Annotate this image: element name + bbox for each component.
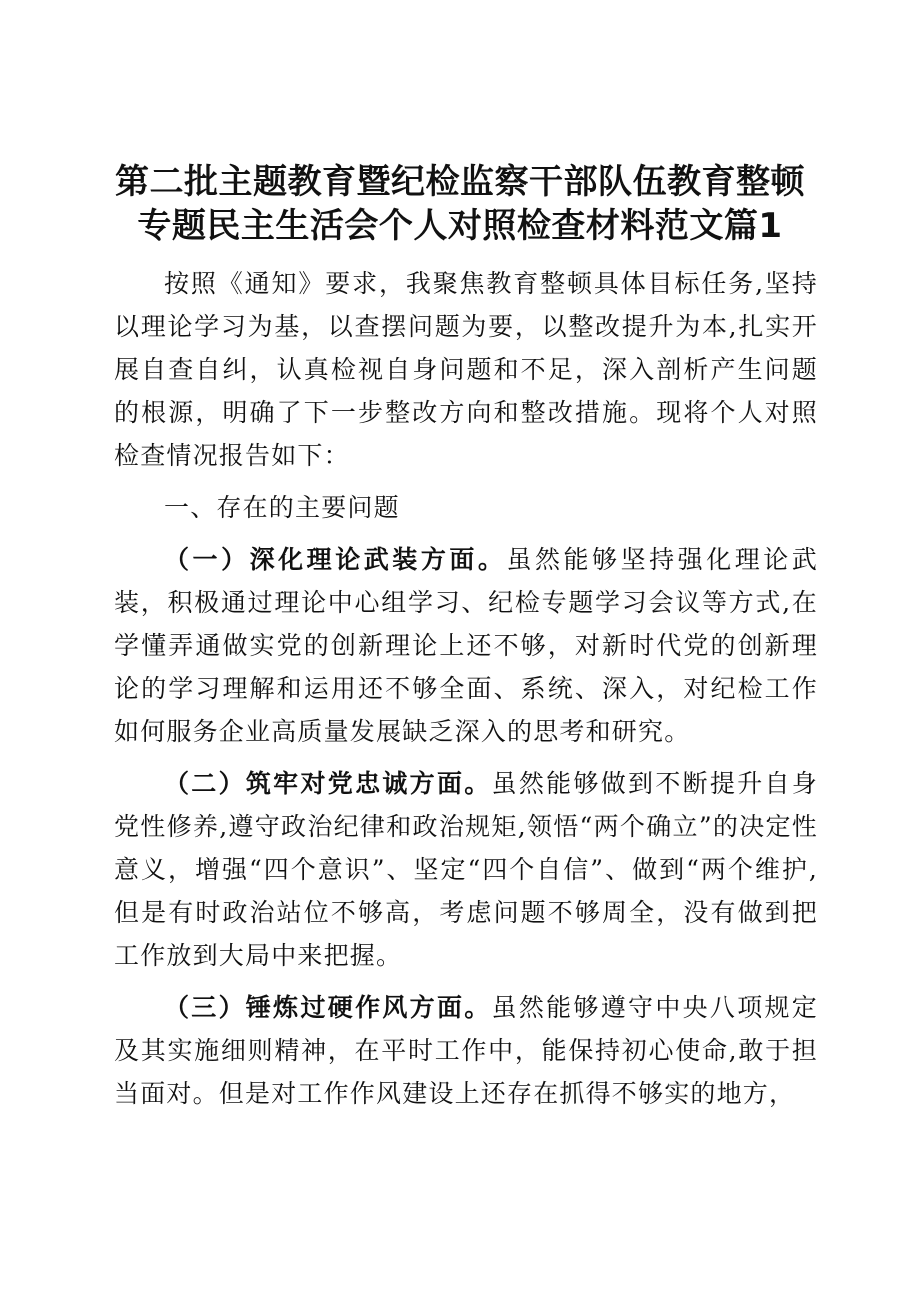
document-title: 第二批主题教育暨纪检监察干部队伍教育整顿专题民主生活会个人对照检查材料范文篇1 [115, 162, 805, 246]
intro-paragraph: 按照《通知》要求，我聚焦教育整顿具体目标任务,坚持以理论学习为基，以查摆问题为要，以整改提升为本,扎实开展自查自纠，认真检视自身问题和不足，深入剖析产生问题的根源，明确了下一步整改方向和整改措施。现将个人对照检查情况报告如下： [114, 269, 818, 470]
item-text-3: 虽然能够遵守中央八项规定及其实施细则精神，在平时工作中，能保持初心使命,敢于担当面对。但是对工作作风建设上还存在抓得不够实的地方， [114, 993, 818, 1108]
item-paragraph-3 [114, 986, 818, 1115]
item-text-1: 虽然能够坚持强化理论武装，积极通过理论中心组学习、纪检专题学习会议等方式,在学懂弄通做实党的创新理论上还不够，对新时代党的创新理论的学习理解和运用还不够全面、系统、深入，对纪检工作如何服务企业高质量发展缺乏深入的思考和研究。 [114, 545, 818, 746]
item-lead-2: （二）筑牢对党忠诚方面。 [164, 769, 492, 798]
section-heading: 一、存在的主要问题 [164, 493, 400, 522]
item-paragraph-1 [114, 538, 818, 753]
item-lead-1: （一）深化理论武装方面。 [164, 545, 507, 574]
item-text-2: 虽然能够做到不断提升自身党性修养,遵守政治纪律和政治规矩,领悟“两个确立”的决定性意义，增强“四个意识”、坚定“四个自信”、做到“两个维护,但是有时政治站位不够高，考虑问题不够周全，没有做到把工作放到大局中来把握。 [114, 769, 818, 970]
item-lead-3: （三）锤炼过硬作风方面。 [164, 993, 492, 1022]
item-paragraph-2 [114, 762, 818, 977]
document-body [114, 262, 818, 1115]
